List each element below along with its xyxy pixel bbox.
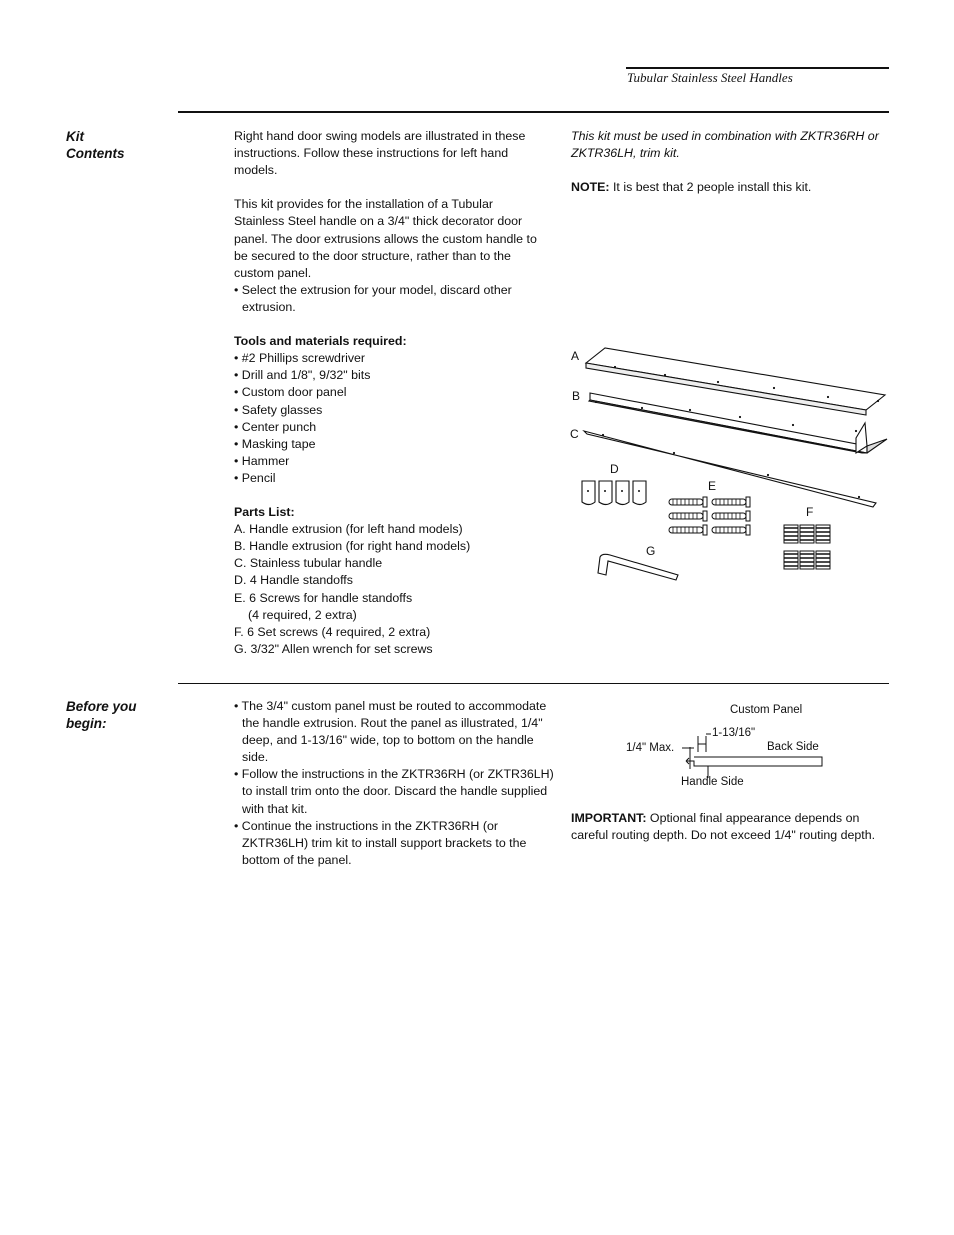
depth-dimension-label: 1/4" Max. (626, 742, 675, 754)
handle-side-label: Handle Side (681, 776, 744, 788)
figure-label-g: G (646, 544, 656, 558)
header-top-rule (626, 67, 889, 69)
note-label: NOTE: (571, 180, 610, 195)
tool-item: • Custom door panel (234, 385, 347, 400)
back-side-label: Back Side (767, 741, 819, 753)
part-item: F. 6 Set screws (4 required, 2 extra) (234, 624, 431, 639)
combination-note: This kit must be used in combination with ZKTR36RH or ZKTR36LH, trim kit. (571, 129, 879, 161)
tool-item: • Drill and 1/8", 9/32" bits (234, 368, 371, 383)
kit-contents-right-column (571, 128, 889, 196)
part-item: E. 6 Screws for handle standoffs (234, 590, 413, 605)
important-label: IMPORTANT: (571, 811, 647, 825)
part-item: A. Handle extrusion (for left hand models) (234, 522, 463, 537)
tools-heading: Tools and materials required: (234, 334, 407, 349)
before-bullet: • Continue the instructions in the ZKTR36RH (or ZKTR36LH) trim kit to install support brackets to the bottom of the panel. (234, 818, 527, 867)
width-dimension-label: 1-13/16" (712, 727, 756, 739)
before-bullet: • Follow the instructions in the ZKTR36RH (or ZKTR36LH) to install trim onto the door. Discard the handle supplied with that kit. (234, 767, 554, 816)
figure-label-d: D (610, 462, 619, 476)
part-item: G. 3/32" Allen wrench for set screws (234, 641, 433, 656)
intro-paragraph-1: Right hand door swing models are illustrated in these instructions. Follow these instructions for left hand models. (234, 129, 526, 178)
tool-item: • Pencil (234, 470, 276, 485)
important-text: Optional final appearance depends on careful routing depth. Do not exceed 1/4" routing depth. (571, 811, 876, 843)
kit-contents-body (234, 128, 544, 658)
figure-label-f: F (806, 505, 814, 519)
running-title: Tubular Stainless Steel Handles (627, 70, 793, 85)
before-you-begin-body (234, 698, 556, 869)
figure-label-a: A (571, 349, 580, 363)
before-title-line2: begin: (66, 716, 107, 731)
important-note (571, 810, 889, 844)
two-people-note (571, 179, 889, 196)
before-title-line1: Before you (66, 699, 137, 714)
kit-contents-title (66, 128, 125, 162)
kit-contents-title-line2: Contents (66, 146, 125, 161)
part-item: B. Handle extrusion (for right hand models) (234, 539, 471, 554)
tool-item: • Hammer (234, 453, 290, 468)
kit-contents-title-line1: Kit (66, 129, 84, 144)
section-rule-top (178, 111, 889, 113)
figure-label-e: E (708, 479, 717, 493)
custom-panel-label: Custom Panel (730, 704, 803, 716)
tool-item: • Masking tape (234, 436, 316, 451)
section-rule-middle (178, 683, 889, 684)
tool-item: • Safety glasses (234, 402, 323, 417)
note-text: It is best that 2 people install this kit. (609, 180, 812, 195)
before-bullet: • The 3/4" custom panel must be routed to accommodate the handle extrusion. Rout the panel as illustrated, 1/4" deep, and 1-13/16" wide, top to bottom on the handle side. (234, 699, 547, 765)
figure-label-c: C (570, 427, 579, 441)
tool-item: • Center punch (234, 419, 317, 434)
intro-bullet: • Select the extrusion for your model, discard other extrusion. (234, 282, 512, 314)
part-item: C. Stainless tubular handle (234, 556, 383, 571)
routing-diagram (620, 698, 890, 796)
before-you-begin-title (66, 698, 137, 732)
part-item-continued: (4 required, 2 extra) (248, 607, 357, 622)
part-item: D. 4 Handle standoffs (234, 573, 353, 588)
figure-label-b: B (572, 389, 581, 403)
parts-heading: Parts List: (234, 505, 295, 520)
intro-paragraph-2: This kit provides for the installation of a Tubular Stainless Steel handle on a 3/4" thick decorator door panel. The door extrusions allows the custom handle to be secured to the door structure, rather than to the custom panel. (234, 197, 537, 280)
tool-item: • #2 Phillips screwdriver (234, 351, 366, 366)
parts-illustration (560, 335, 895, 590)
